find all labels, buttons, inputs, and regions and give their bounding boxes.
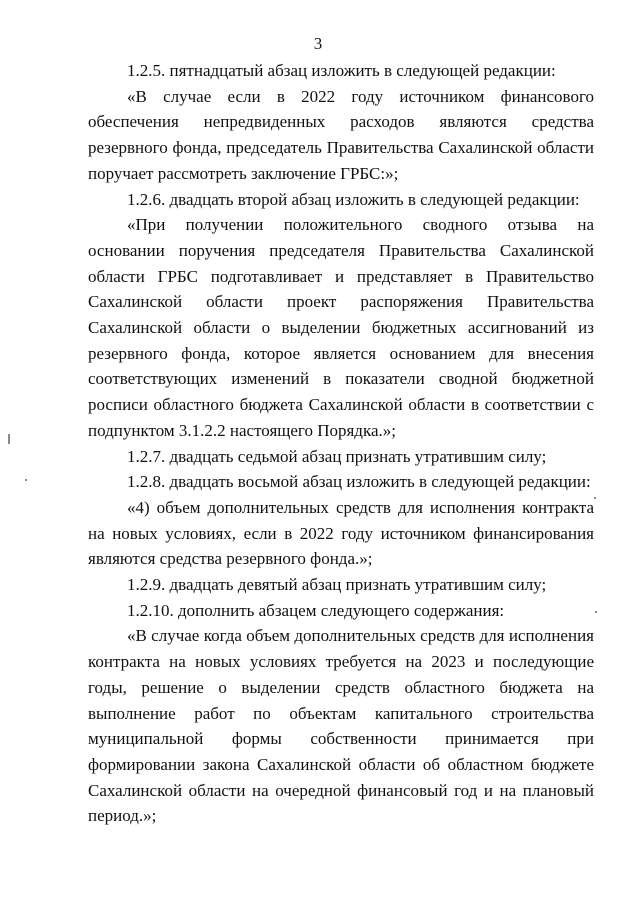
- paragraph-1-2-7: 1.2.7. двадцать седьмой абзац признать утратившим силу;: [127, 446, 547, 466]
- quoted-paragraph-grbs-order: «При получении положительного сводного отзыва на основании поручения председателя Правительства Сахалинской области ГРБС подготавливает и представляет в Правительство Сахалинской области проект распоряжения Правительства Сахалинской области о выделении бюджетных ассигнований из резервного фонда, которое является основанием для внесения соответствующих изменений в показатели сводной бюджетной росписи областного бюджета Сахалинской области в соответствии с подпунктом 3.1.2.2 настоящего Порядка.»;: [88, 215, 594, 440]
- paragraph-1-2-5: 1.2.5. пятнадцатый абзац изложить в следующей редакции:: [127, 61, 556, 80]
- document-body: [88, 58, 594, 829]
- paragraph-1-2-6: 1.2.6. двадцать второй абзац изложить в следующей редакции:: [127, 189, 580, 209]
- scan-artifact-left-1: [8, 434, 10, 444]
- paragraph-1-2-8: 1.2.8. двадцать восьмой абзац изложить в следующей редакции:: [127, 472, 591, 492]
- page-number: 3: [313, 34, 323, 53]
- paragraph-1-2-10: 1.2.10. дополнить абзацем следующего содержания:: [127, 600, 505, 620]
- scan-artifact-right-2: [595, 611, 597, 613]
- paragraph-1-2-9: 1.2.9. двадцать девятый абзац признать утратившим силу;: [127, 575, 547, 595]
- quoted-paragraph-reserve-fund: «В случае если в 2022 году источником финансового обеспечения непредвиденных расходов являются средства резервного фонда, председатель Правительства Сахалинской области поручает рассмотреть заключение ГРБС:»;: [88, 86, 594, 183]
- quoted-paragraph-contract-funds: «В случае когда объем дополнительных средств для исполнения контракта на новых условиях требуется на 2023 и последующие годы, решение о выделении средств областного бюджета на выполнение работ по объектам капитального строительства муниципальной формы собственности принимается при формировании закона Сахалинской области об областном бюджете Сахалинской области на очередной финансовый год и на плановый период.»;: [88, 626, 594, 826]
- quoted-paragraph-additional-funds: «4) объем дополнительных средств для исполнения контракта на новых условиях, если в 2022 году источником финансирования являются средства резервного фонда.»;: [88, 497, 594, 569]
- scan-artifact-right-1: [594, 497, 596, 499]
- scan-artifact-left-2: [25, 479, 27, 481]
